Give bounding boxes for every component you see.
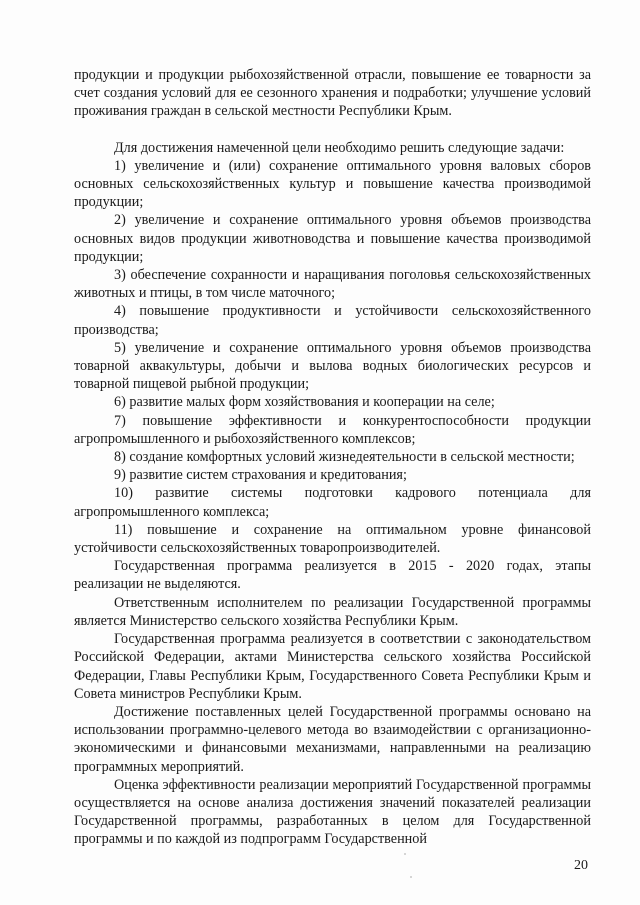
task-item-9: 9) развитие систем страхования и кредитования; [114,467,407,484]
paragraph-method: Достижение поставленных целей Государственной программы основано на использовании программно-целевого метода во взаимодействии с организационно-экономическими и финансовыми механизмами, направленными на реализацию программных мероприятий. [74,703,591,775]
page-number: 20 [574,858,588,873]
scan-speck [410,876,412,878]
task-item-6: 6) развитие малых форм хозяйствования и кооперации на селе; [114,394,495,411]
paragraph-intro-continuation: продукции и продукции рыбохозяйственной отрасли, повышение ее товарности за счет создания условий для ее сезонного хранения и подработки; улучшение условий проживания граждан в сельской местности Республики Крым. [74,67,591,120]
task-item-1: 1) увеличение и (или) сохранение оптимального уровня валовых сборов основных сельскохозяйственных культур и повышение качества производимой продукции; [74,157,591,211]
task-item-7: 7) повышение эффективности и конкурентоспособности продукции агропромышленного и рыбохозяйственного комплексов; [74,412,591,447]
task-item-5: 5) увеличение и сохранение оптимального уровня объемов производства товарной аквакультуры, добычи и вылова водных биологических ресурсов и товарной пищевой рыбной продукции; [74,339,591,393]
paragraph-responsible-executor: Ответственным исполнителем по реализации Государственной программы является Министерство сельского хозяйства Республики Крым. [74,594,591,629]
scan-speck [404,853,406,855]
paragraph-legal-basis: Государственная программа реализуется в соответствии с законодательством Российской Федерации, актами Министерства сельского хозяйства Российской Федерации, Главы Республики Крым, Государственного Совета Республики Крым и Совета министров Республики Крым. [74,631,591,702]
task-item-3: 3) обеспечение сохранности и наращивания поголовья сельскохозяйственных животных и птицы, в том числе маточного; [74,267,591,302]
paragraph-evaluation: Оценка эффективности реализации мероприятий Государственной программы осуществляется на основе анализа достижения значений показателей реализации Государственной программы, разработанных в целом для Государственной программы и по каждой из подпрограмм Государственной [74,776,591,848]
paragraph-tasks-intro: Для достижения намеченной цели необходимо решить следующие задачи: [114,139,565,156]
paragraph-program-period: Государственная программа реализуется в 2015 - 2020 годах, этапы реализации не выделяются. [74,558,591,593]
task-item-11: 11) повышение и сохранение на оптимальном уровне финансовой устойчивости сельскохозяйственных товаропроизводителей. [74,521,591,557]
task-item-8: 8) создание комфортных условий жизнедеятельности в сельской местности; [114,449,575,466]
body-text [74,66,591,849]
task-item-2: 2) увеличение и сохранение оптимального уровня объемов производства основных видов продукции животноводства и повышение качества производимой продукции; [74,212,591,265]
task-item-4: 4) повышение продуктивности и устойчивости сельскохозяйственного производства; [74,303,591,338]
task-item-10: 10) развитие системы подготовки кадрового потенциала для агропромышленного комплекса; [74,485,591,520]
